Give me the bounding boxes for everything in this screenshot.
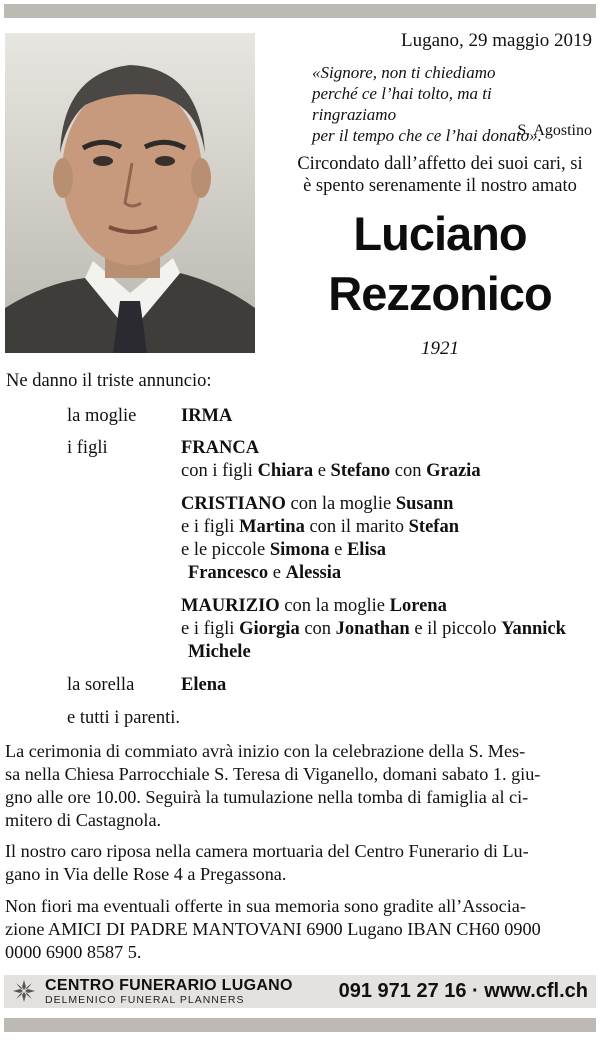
intro-line: è spento serenamente il nostro amato: [303, 176, 577, 196]
wife-label: la moglie: [67, 406, 137, 426]
relatives-text: e tutti i parenti.: [67, 708, 181, 728]
wife-name-text: IRMA: [181, 406, 233, 426]
sister-name: Elena: [181, 675, 227, 695]
deceased-last-name: Rezzonico: [328, 267, 552, 320]
sister-label: la sorella: [67, 675, 135, 695]
brand-subtitle: DELMENICO FUNERAL PLANNERS: [45, 994, 245, 1006]
top-rule: [4, 4, 596, 18]
brand-name: CENTRO FUNERARIO LUGANO: [45, 977, 293, 994]
rest-paragraph: Il nostro caro riposa nella camera mortuaria del Centro Funerario di Lu- gano in Via delle Rose 4 a Pregassona.: [5, 841, 529, 884]
footer-banner: [4, 975, 596, 1008]
quote-line: perché ce l’hai tolto, ma ti ringraziamo: [312, 84, 492, 124]
intro-line: Circondato dall’affetto dei suoi cari, si: [297, 154, 583, 174]
deceased-first-name: Luciano: [353, 207, 527, 260]
contact-info[interactable]: 091 971 27 16 · www.cfl.ch: [338, 980, 588, 1002]
children-label: i figli: [67, 438, 108, 458]
child-maurizio: MAURIZIO con la moglie Lorena e i figli Giorgia con Jonathan e il piccolo Yannick Michele: [181, 596, 566, 662]
portrait-photo: [5, 33, 255, 353]
child-name: CRISTIANO: [181, 494, 286, 514]
announcement: Ne danno il triste annuncio:: [6, 371, 212, 391]
child-franca: FRANCA con i figli Chiara e Stefano con Grazia: [181, 438, 481, 481]
ceremony-paragraph: La cerimonia di commiato avrà inizio con la celebrazione della S. Mes- sa nella Chiesa Parrocchiale S. Teresa di Viganello, domani sabato 1. giu- gno alle ore 10.00. Seguirà la tumulazione nella tomba di famiglia al ci- mitero di Castagnola.: [5, 741, 541, 830]
bottom-rule: [4, 1018, 596, 1032]
funeral-logo-icon: [12, 979, 36, 1003]
quote-line: per il tempo che ce l’hai donato».: [312, 126, 542, 145]
place-date: Lugano, 29 maggio 2019: [400, 30, 592, 51]
wife-name: [181, 405, 597, 428]
quote-line: «Signore, non ti chiediamo: [312, 63, 496, 82]
flowers-paragraph: Non fiori ma eventuali offerte in sua memoria sono gradite all’Associa- zione AMICI DI PADRE MANTOVANI 6900 Lugano IBAN CH60 0900 0000 6900 8587 5.: [5, 896, 541, 962]
child-name: FRANCA: [181, 438, 260, 458]
deceased-year: 1921: [421, 338, 459, 359]
intro-text: [284, 153, 596, 197]
quote-author: S. Agostino: [517, 122, 592, 139]
child-cristiano: CRISTIANO con la moglie Susann e i figli Martina con il marito Stefan e le piccole Simona e Elisa Francesco e Alessia: [181, 494, 459, 583]
child-name: MAURIZIO: [181, 596, 280, 616]
